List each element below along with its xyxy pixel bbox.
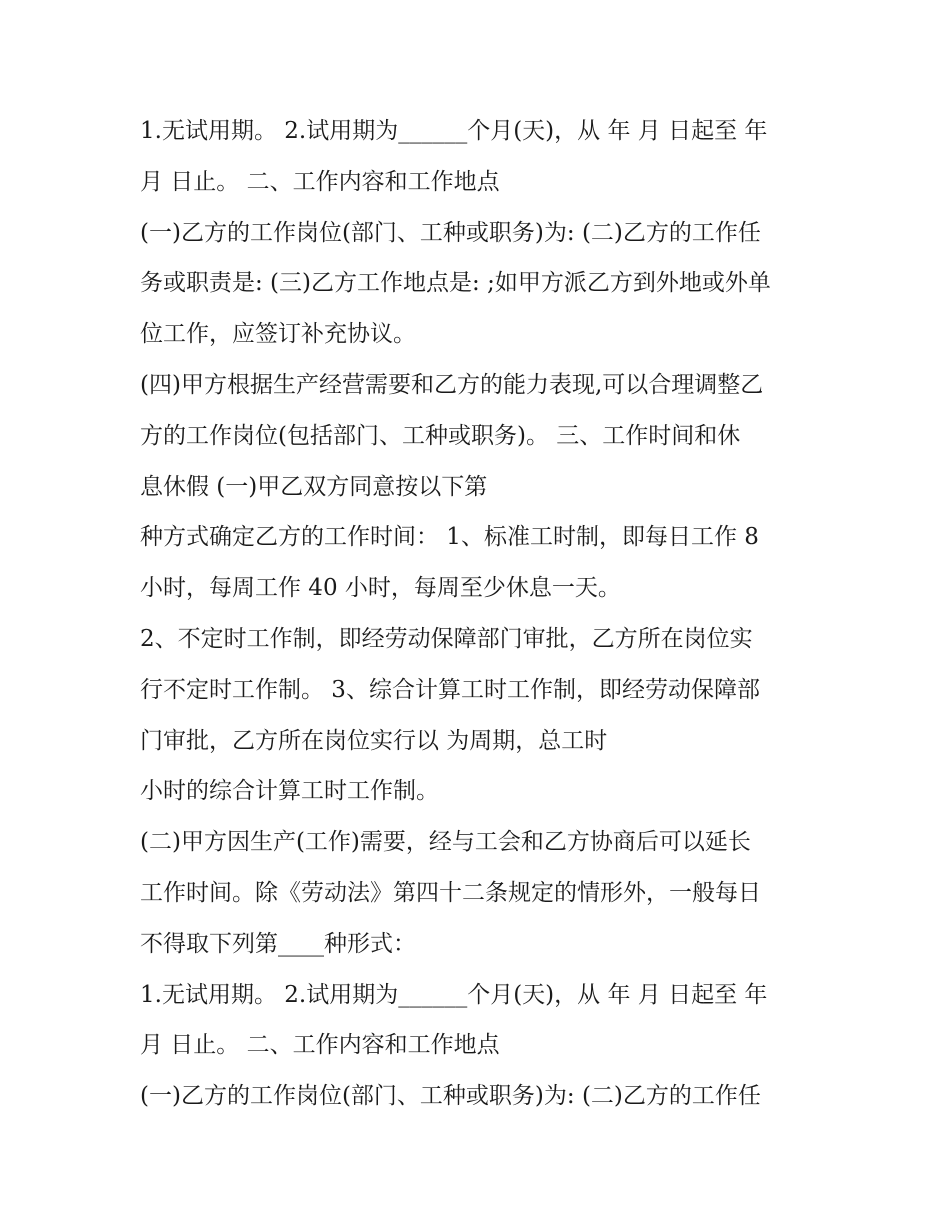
text-line: 位工作，应签订补充协议。 <box>140 321 416 348</box>
text-line: 门审批，乙方所在岗位实行以 为周期，总工时 <box>140 727 608 754</box>
text-line: 务或职责是: (三)乙方工作地点是: ;如甲方派乙方到外地或外单 <box>140 270 771 297</box>
text-line: 息休假 (一)甲乙双方同意按以下第 <box>140 473 488 500</box>
text-line: (一)乙方的工作岗位(部门、工种或职务)为: (二)乙方的工作任 <box>140 1083 761 1110</box>
text-line: (四)甲方根据生产经营需要和乙方的能力表现,可以合理调整乙 <box>140 371 764 398</box>
text-line: 种方式确定乙方的工作时间： 1、标准工时制，即每日工作 8 <box>140 524 759 551</box>
text-line: (二)甲方因生产(工作)需要，经与工会和乙方协商后可以延长 <box>140 829 751 856</box>
text-line: 不得取下列第____种形式： <box>140 930 416 957</box>
text-line: 工作时间。除《劳动法》第四十二条规定的情形外，一般每日 <box>140 879 761 906</box>
text-line: (一)乙方的工作岗位(部门、工种或职务)为: (二)乙方的工作任 <box>140 219 761 246</box>
text-line: 方的工作岗位(包括部门、工种或职务)。 三、工作时间和休 <box>140 422 741 449</box>
text-line: 月 日止。 二、工作内容和工作地点 <box>140 1032 500 1059</box>
text-line: 小时的综合计算工时工作制。 <box>140 778 439 805</box>
document-body <box>140 106 830 1122</box>
text-line: 2、不定时工作制，即经劳动保障部门审批，乙方所在岗位实 <box>140 625 753 652</box>
text-line: 行不定时工作制。 3、综合计算工时工作制，即经劳动保障部 <box>140 676 760 703</box>
text-line: 1.无试用期。 2.试用期为______个月(天)，从 年 月 日起至 年 <box>140 981 768 1008</box>
text-line: 月 日止。 二、工作内容和工作地点 <box>140 168 500 195</box>
text-line: 1.无试用期。 2.试用期为______个月(天)，从 年 月 日起至 年 <box>140 118 768 144</box>
text-line: 小时，每周工作 40 小时，每周至少休息一天。 <box>140 575 621 602</box>
